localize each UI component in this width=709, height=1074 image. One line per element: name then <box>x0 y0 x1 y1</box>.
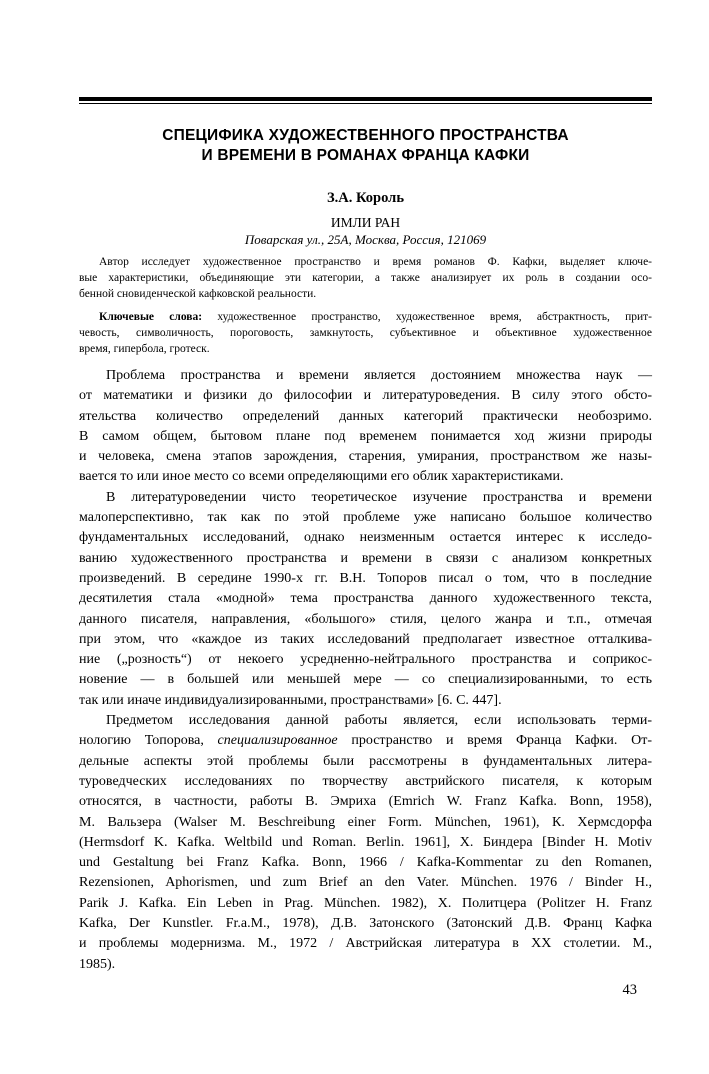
text-line: десятилетия стала «модной» тема пространства данного художественного текста, <box>79 591 652 607</box>
text-line: Предметом исследования данной работы является, если использовать терми- <box>106 713 652 729</box>
text-line: вается то или иное место со всеми определяющими его облик характеристиками. <box>79 469 564 485</box>
text-line: и проблемы модернизма. М., 1972 / Австрийская литература в XX столетии. М., <box>79 936 652 952</box>
keywords <box>79 309 652 358</box>
header-divider-rule <box>79 97 652 104</box>
text-line: нологию Топорова, специализированное пространство и время Франца Кафки. От- <box>79 733 653 749</box>
text-line: время, гипербола, гротеск. <box>79 343 210 356</box>
text-line: относятся, в частности, работы В. Эмриха (Emrich W. Franz Kafka. Bonn, 1958), <box>79 794 652 810</box>
text-line: данного писателя, направления, «большого» стиля, целого жанра и т.п., отмечая <box>79 611 652 627</box>
text-line: Проблема пространства и времени является достоянием множества наук — <box>106 368 652 383</box>
paragraph-3 <box>79 711 652 975</box>
text-line: дельные аспекты этой проблемы были рассмотрены в фундаментальных литера- <box>79 753 652 769</box>
affiliation-address: Поварская ул., 25А, Москва, Россия, 121069 <box>244 232 487 247</box>
text-line: вые характеристики, объединяющие эти категории, а также анализирует их роль в создании осо- <box>79 272 652 285</box>
text-line: чевость, символичность, пороговость, замкнутость, субъективное и объективное художественное <box>79 327 652 340</box>
text-line: ние („розность“) от некоего усредненно-нейтрального пространства и соприкос- <box>79 652 652 668</box>
text-line: ятельства количество определений данных категорий практически необозримо. <box>79 408 652 424</box>
text-line: фундаментальных исследований, однако неизменным остается интерес к исследо- <box>79 530 652 546</box>
text-line: 1985). <box>79 956 116 972</box>
text-line: В самом общем, бытовом плане под временем понимается ход жизни природы <box>79 428 652 444</box>
text-line: В литературоведении чисто теоретическое изучение пространства и времени <box>106 489 652 505</box>
text-line: СПЕЦИФИКА ХУДОЖЕСТВЕННОГО ПРОСТРАНСТВА <box>162 127 569 144</box>
abstract <box>79 254 652 303</box>
article-title <box>79 126 652 165</box>
paragraph-1 <box>79 366 652 488</box>
text-line: от математики и физики до философии и литературоведения. В силу этого обсто- <box>79 388 652 404</box>
text-line: М. Вальзера (Walser M. Beschreibung einer Form. München, 1961), К. Хермсдорфа <box>79 814 652 830</box>
text-line: ванию художественного пространства и времени в связи с анализом конкретных <box>79 550 652 566</box>
affiliation: ИМЛИ РАН <box>330 215 401 230</box>
text-line: произведений. В середине 1990-х гг. В.Н. Топоров писал о том, что в последние <box>79 570 652 586</box>
text-line: Parik J. Kafka. Ein Leben in Prag. München. 1982), Х. Политцера (Politzer H. Franz <box>79 895 652 911</box>
text-line: Rezensionen, Aphorismen, und zum Brief an den Vater. München. 1976 / Binder H., <box>79 875 652 891</box>
page-number: 43 <box>622 982 637 998</box>
text-line: Ключевые слова: художественное пространство, художественное время, абстрактность, прит- <box>99 311 653 323</box>
text-line: Kafka, Der Kunstler. Fr.a.M., 1978), Д.В. Затонского (Затонский Д.В. Франц Кафка <box>79 916 652 932</box>
text-line: Автор исследует художественное пространство и время романов Ф. Кафки, выделяет ключе- <box>99 256 652 268</box>
text-line: туроведческих исследованиях по творчеству австрийского писателя, к которым <box>79 773 652 789</box>
text-line: и человека, смена этапов зарождения, старения, умирания, пространством же назы- <box>79 449 652 465</box>
paragraph-2 <box>79 488 652 711</box>
text-line: und Gestaltung bei Franz Kafka. Bonn, 1966 / Kafka-Kommentar zu den Romanen, <box>79 855 652 871</box>
text-line: новение — в большей или меньшей мере — со специализированными, то есть <box>79 672 652 688</box>
text-line: малоперспективно, так как по этой проблеме уже написано большое количество <box>79 510 652 526</box>
text-line: бенной сновиденческой кафковской реальности. <box>79 288 317 301</box>
text-line: при этом, что «каждое из таких исследований предполагает известное отталкива- <box>79 631 652 647</box>
text-line: так или иначе индивидуализированными, пространствами» [6. С. 447]. <box>79 692 502 708</box>
author-name: З.А. Король <box>327 190 404 206</box>
text-line: И ВРЕМЕНИ В РОМАНАХ ФРАНЦА КАФКИ <box>201 146 530 164</box>
article-body <box>79 366 652 975</box>
text-line: (Hermsdorf K. Kafka. Weltbild und Roman. Berlin. 1961], Х. Биндера [Binder H. Motiv <box>79 834 652 850</box>
